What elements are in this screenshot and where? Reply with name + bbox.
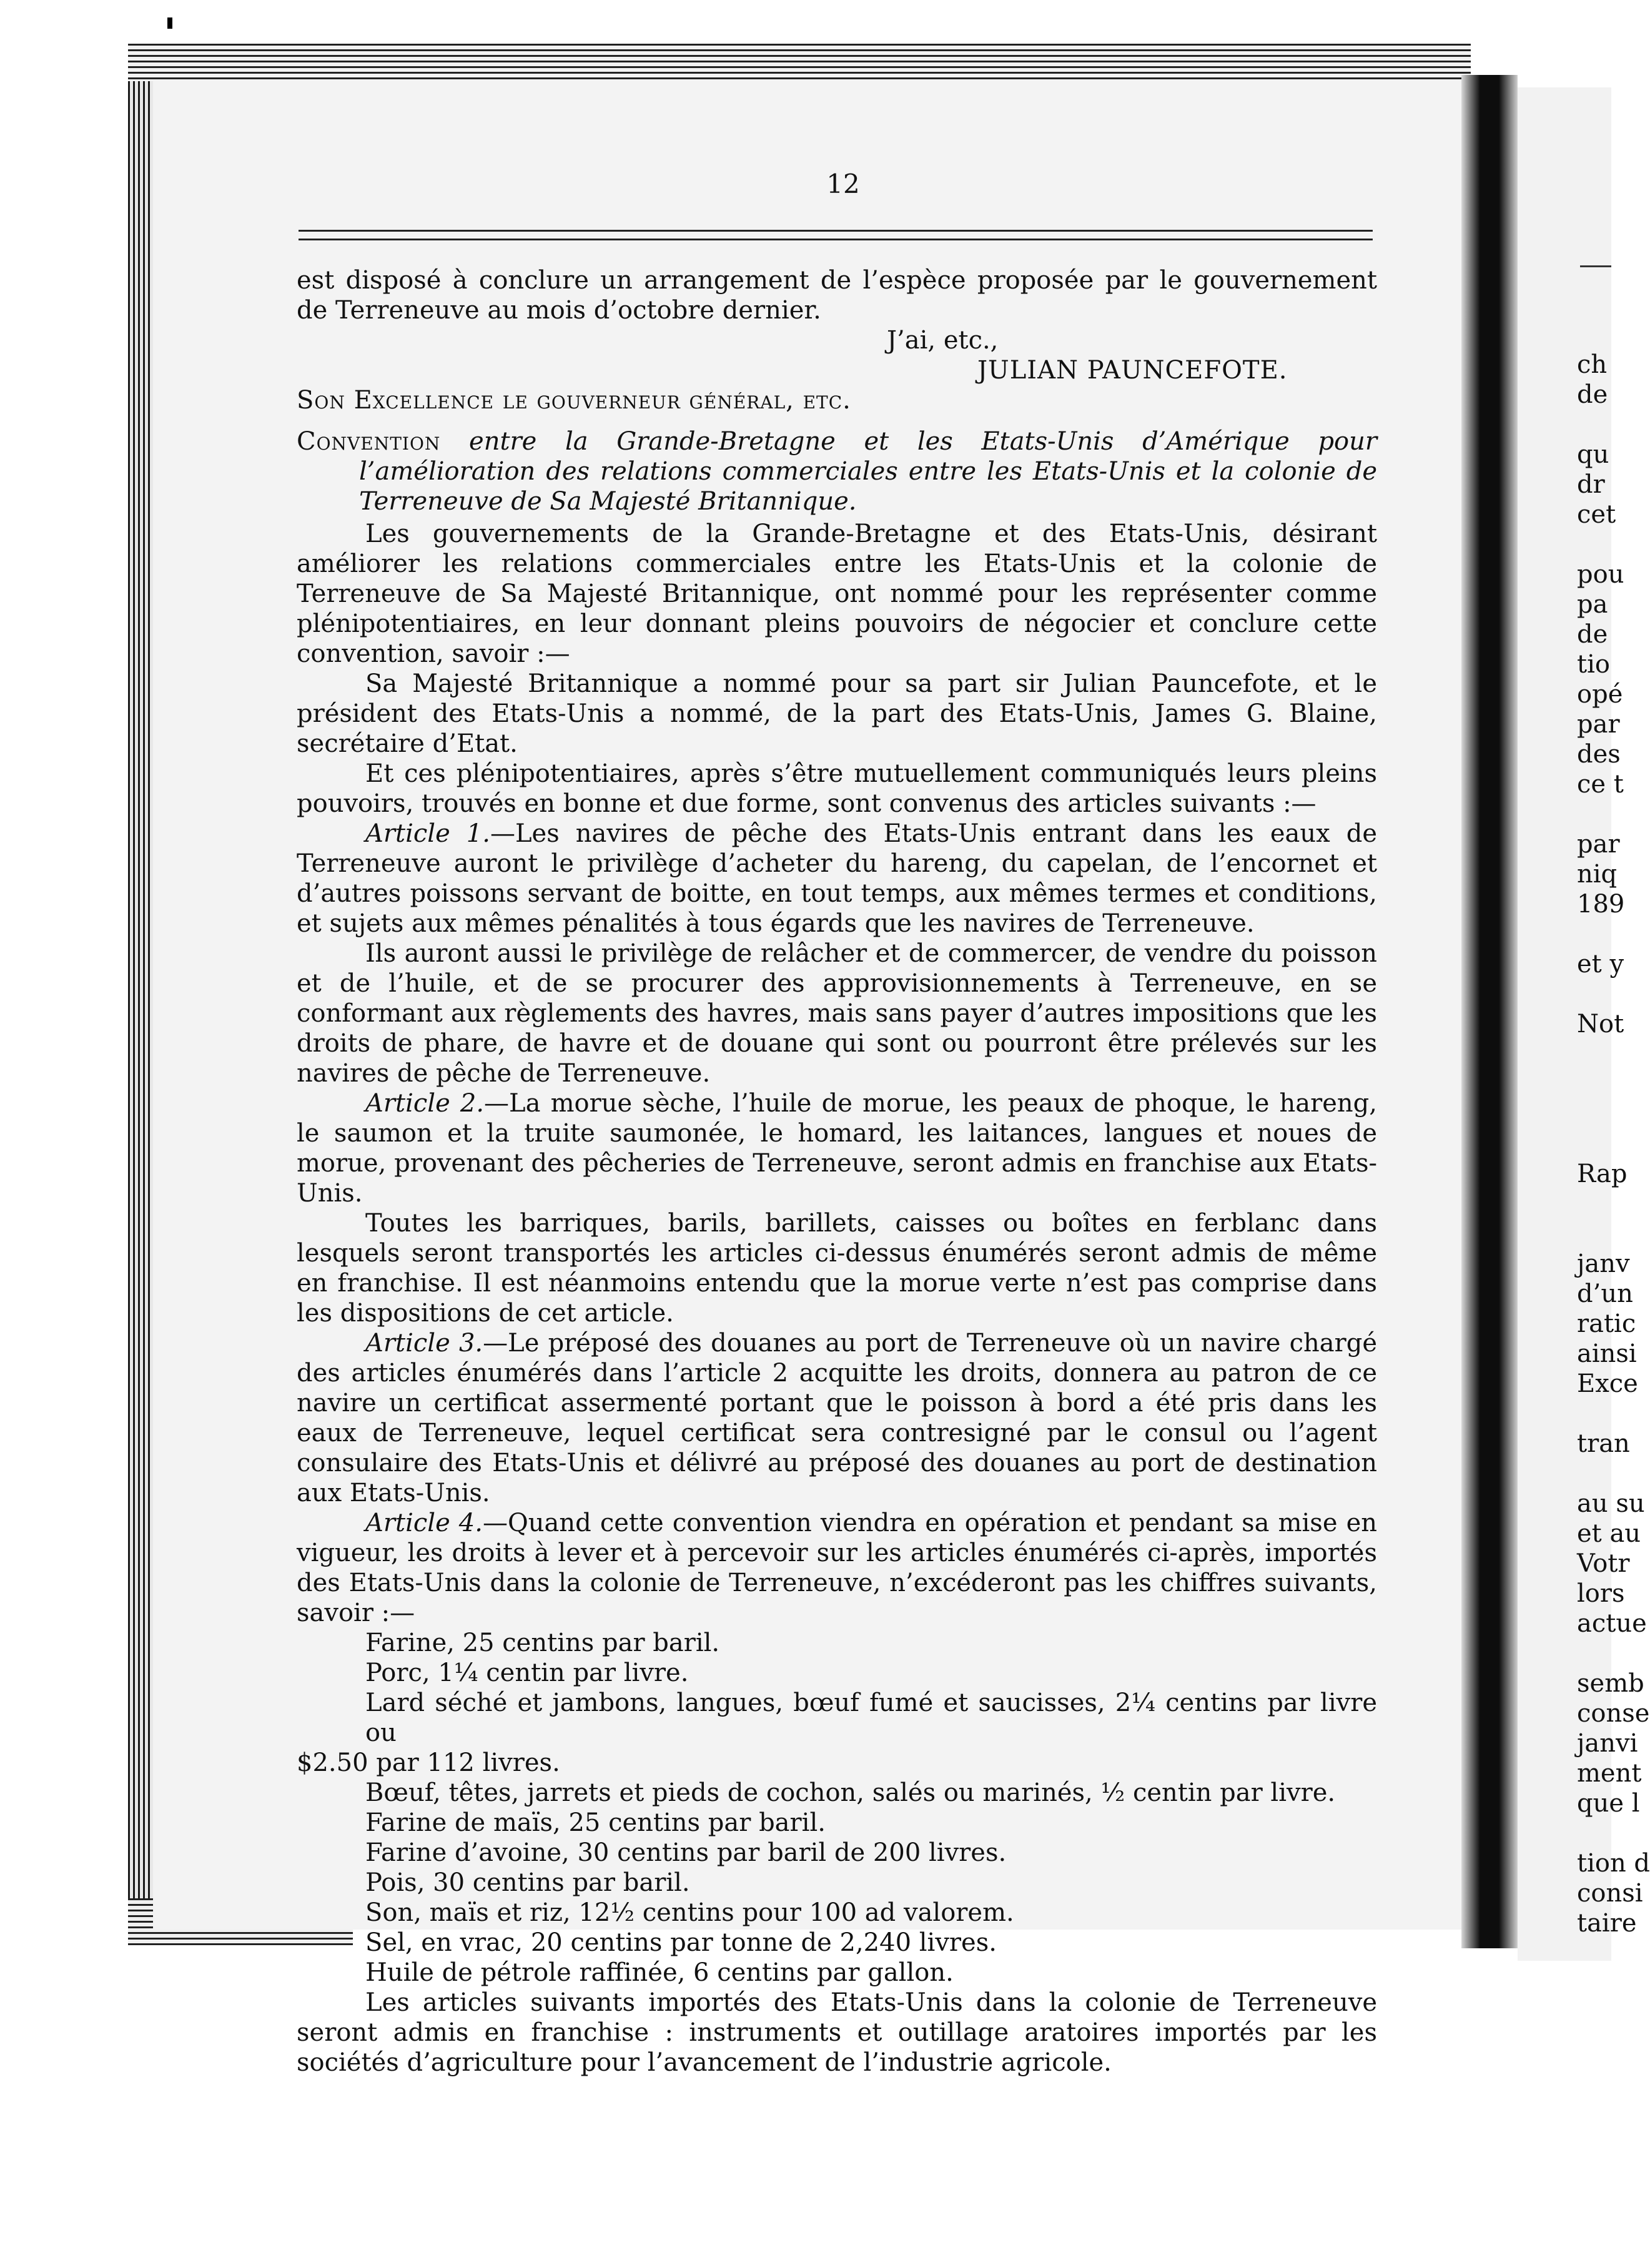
facing-page-fragment [1577, 1189, 1614, 1219]
facing-page-fragment: ment [1577, 1759, 1642, 1788]
facing-page-fragment: cet [1577, 500, 1616, 529]
facing-page-fragment: Not [1577, 1010, 1624, 1038]
addressee: Son Excellence le gouverneur général, etc. [297, 386, 851, 415]
facing-page-fragment: 189 [1577, 890, 1625, 919]
tariff-line: Farine de maïs, 25 centins par baril. [365, 1808, 826, 1837]
article-3-label: Article 3. [365, 1329, 483, 1358]
closing-salutation: J’ai, etc., [887, 326, 999, 355]
facing-page-fragment: janvi [1577, 1729, 1638, 1758]
facing-page-fragment: des [1577, 740, 1621, 769]
convention-heading [297, 426, 1377, 516]
facing-page-fragment [1577, 799, 1614, 829]
facing-page-fragment: par [1577, 830, 1620, 859]
facing-page-fragment: janv [1577, 1250, 1630, 1278]
facing-page-fragment: pou [1577, 560, 1624, 589]
facing-page-fragment: consi [1577, 1879, 1643, 1908]
article-2-paragraph-2: Toutes les barriques, barils, barillets, caisses ou boîtes en ferblanc dans lesquels seront transportés les articles ci-dessus énumérés seront admis de même en franchise. Il est néanmoins entendu que la morue verte n’est pas comprise dans les dispositions de cet article. [297, 1209, 1377, 1328]
paragraph: Et ces plénipotentiaires, après s’être mutuellement communiqués leurs pleins pouvoirs, trouvés en bonne et due forme, sont convenus des articles suivants :— [297, 759, 1377, 818]
facing-page-fragment: par [1577, 710, 1620, 739]
book-gutter [1461, 75, 1518, 1948]
facing-page-fragment: de [1577, 620, 1608, 649]
facing-page-rule [1580, 265, 1611, 267]
article-2 [297, 1088, 1377, 1208]
facing-page-fragment: que l [1577, 1789, 1640, 1818]
convention-title: entre la Grande-Bretagne et les Etats-Unis d’Amérique pour l’amélioration des relations commerciales entre les Etats-Unis et la colonie de Terreneuve de Sa Majesté Britannique. [359, 427, 1378, 516]
facing-page-fragment: Exce [1577, 1369, 1638, 1398]
facing-page-fragment: ch [1577, 350, 1608, 379]
facing-page-fragment [1577, 1818, 1614, 1848]
paragraph: Sa Majesté Britannique a nommé pour sa part sir Julian Pauncefote, et le président des Etats-Unis a nommé, de la part des Etats-Unis, James G. Blaine, secrétaire d’Etat. [297, 669, 1377, 758]
facing-page-fragment [1577, 530, 1614, 560]
tariff-line: Farine, 25 centins par baril. [365, 1629, 720, 1657]
page-stack-top-edge [128, 44, 1471, 81]
article-1-paragraph-2: Ils auront aussi le privilège de relâcher et de commercer, de vendre du poisson et de l’huile, et de se procurer des approvisionnements à Terreneuve, en se conformant aux règlements des havres, mais sans payer d’autres impositions que les droits de phare, de havre et de douane qui sont ou pourront être prélevés sur les navires de pêche de Terreneuve. [297, 939, 1377, 1088]
facing-page-fragment: de [1577, 380, 1608, 409]
facing-page-fragment [1577, 1459, 1614, 1489]
facing-page-fragment [1577, 1639, 1614, 1669]
facing-page-fragment: tran [1577, 1429, 1630, 1458]
header-rule-bottom [299, 239, 1373, 240]
facing-page-fragment [1577, 1129, 1614, 1159]
article-4-label: Article 4. [365, 1509, 483, 1537]
facing-page-fragment: tio [1577, 650, 1610, 679]
facing-page-fragment: d’un [1577, 1279, 1633, 1308]
scan-speck [167, 17, 172, 29]
facing-page-fragment: Rap [1577, 1160, 1628, 1188]
facing-page-fragment [1577, 919, 1614, 949]
facing-page-fragment: conse [1577, 1699, 1650, 1728]
convention-lead: Convention [297, 427, 441, 456]
facing-page-fragment: ce t [1577, 770, 1624, 799]
article-1-label: Article 1. [365, 819, 490, 848]
article-1-text: —Les navires de pêche des Etats-Unis entrant dans les eaux de Terreneuve auront le privilège d’acheter du hareng, du capelan, de l’encornet et d’autres poissons servant de boitte, en tout temps, aux mêmes termes et conditions, et sujets aux mêmes pénalités à tous égards que les navires de Terreneuve. [297, 819, 1377, 938]
facing-page-fragment: niq [1577, 860, 1618, 889]
tariff-line: Bœuf, têtes, jarrets et pieds de cochon, salés ou marinés, ½ centin par livre. [365, 1778, 1336, 1807]
facing-page-fragment: lors [1577, 1579, 1625, 1608]
facing-page-fragment: actue [1577, 1609, 1647, 1638]
facing-page-fragment: taire [1577, 1909, 1637, 1938]
header-rule-top [299, 230, 1373, 232]
tariff-line: Porc, 1¼ centin par livre. [365, 1659, 689, 1687]
facing-page-fragment [1577, 1039, 1614, 1069]
paragraph: Les gouvernements de la Grande-Bretagne et des Etats-Unis, désirant améliorer les relations commerciales entre les Etats-Unis et la colonie de Terreneuve de Sa Majesté Britannique, ont nommé pour les représenter comme plénipotentiaires, en leur donnant pleins pouvoirs de négocier et conclure cette convention, savoir :— [297, 520, 1377, 668]
facing-page-fragment: et y [1577, 950, 1624, 979]
facing-page-fragment: et au [1577, 1519, 1641, 1548]
facing-page-fragment: au su [1577, 1489, 1645, 1518]
facing-page-fragment: qu [1577, 440, 1609, 469]
facing-page-fragment [1577, 1399, 1614, 1429]
tariff-line-continuation: $2.50 par 112 livres. [297, 1748, 560, 1777]
article-4 [297, 1508, 1377, 1628]
facing-page-fragment: dr [1577, 470, 1605, 499]
facing-page-fragment: semb [1577, 1669, 1644, 1698]
book-spine-edge [128, 44, 153, 1942]
facing-page-fragment [1577, 1099, 1614, 1129]
tariff-line: Huile de pétrole raffinée, 6 centins par gallon. [365, 1958, 954, 1987]
facing-page-fragment: ainsi [1577, 1339, 1637, 1368]
facing-page-fragment: Votr [1577, 1549, 1630, 1578]
tariff-line: Sel, en vrac, 20 centins par tonne de 2,240 livres. [365, 1928, 997, 1957]
page-number: 12 [826, 169, 860, 199]
facing-page-fragment: opé [1577, 680, 1623, 709]
article-3-text: —Le préposé des douanes au port de Terreneuve où un navire chargé des articles énumérés dans l’article 2 acquitte les droits, donnera au patron de ce navire un certificat assermenté portant que le poisson à bord a été pris dans les eaux de Terreneuve, lequel certificat sera contresigné par le consul ou l’agent consulaire des Etats-Unis et délivré au préposé des douanes au port de destination aux Etats-Unis. [297, 1329, 1377, 1507]
opening-paragraph: est disposé à conclure un arrangement de l’espèce proposée par le gouvernement de Terreneuve au mois d’octobre dernier. [297, 266, 1377, 325]
article-1 [297, 819, 1377, 939]
facing-page-fragment [1577, 1219, 1614, 1249]
article-4-text: —Quand cette convention viendra en opération et pendant sa mise en vigueur, les droits à lever et à percevoir sur les articles énumérés ci-après, importés des Etats-Unis dans la colonie de Terreneuve, n’excéderont pas les chiffres suivants, savoir :— [297, 1509, 1377, 1627]
facing-page-fragment [1577, 410, 1614, 440]
facing-page-fragment: tion d [1577, 1849, 1650, 1878]
facing-page-fragment: pa [1577, 590, 1608, 619]
article-2-text: —La morue sèche, l’huile de morue, les peaux de phoque, le hareng, le saumon et la truite saumonée, le homard, les laitances, langues et noues de morue, provenant des pêcheries de Terreneuve, seront admis en franchise aux Etats-Unis. [297, 1089, 1377, 1208]
final-paragraph: Les articles suivants importés des Etats-Unis dans la colonie de Terreneuve seront admis en franchise : instruments et outillage aratoires importés par les sociétés d’agriculture pour l’avancement de l’industrie agricole. [297, 1988, 1377, 2077]
tariff-line: Pois, 30 centins par baril. [365, 1868, 690, 1897]
article-3 [297, 1328, 1377, 1508]
main-text [297, 265, 1377, 2078]
facing-page-fragment: ratic [1577, 1309, 1636, 1338]
signature: JULIAN PAUNCEFOTE. [977, 356, 1288, 385]
tariff-line: Lard séché et jambons, langues, bœuf fumé et saucisses, 2¼ centins par livre ou [365, 1689, 1377, 1747]
facing-page-fragment [1577, 1069, 1614, 1099]
article-2-label: Article 2. [365, 1089, 485, 1118]
tariff-line: Son, maïs et riz, 12½ centins pour 100 ad valorem. [365, 1898, 1014, 1927]
facing-page-text [1577, 350, 1650, 1938]
facing-page-fragment [1577, 979, 1614, 1009]
tariff-line: Farine d’avoine, 30 centins par baril de 200 livres. [365, 1838, 1007, 1867]
